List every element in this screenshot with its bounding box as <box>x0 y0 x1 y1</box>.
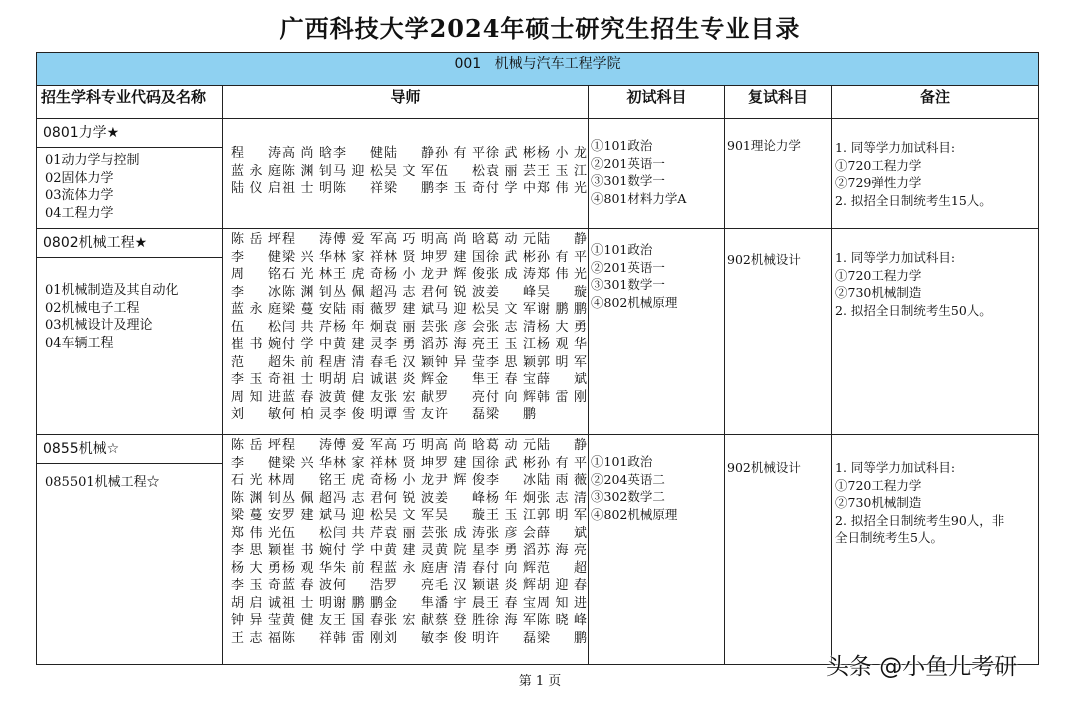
tutor-name: 何锐波 <box>435 284 485 300</box>
tutor-name: 刘敏 <box>231 407 281 422</box>
tutor-name: 马迎松 <box>333 163 383 179</box>
tutor-name: 杨年炯 <box>486 490 536 506</box>
tutor-name: 陈渊钊 <box>282 284 332 300</box>
tutor-name: 冯志君 <box>384 284 434 300</box>
tutor-name: 王国春 <box>333 613 383 628</box>
section-row-0855 <box>37 435 1039 665</box>
tutor-name: 杨观华 <box>282 560 332 576</box>
exam-item: ③301数学一 <box>591 277 665 292</box>
tutor-name: 罗建国 <box>435 455 485 471</box>
tutor-name: 付向辉 <box>486 389 536 405</box>
tutor-name: 郑伟光 <box>231 525 281 541</box>
tutor-name: 冯志君 <box>333 490 383 506</box>
tutor-name: 范超 <box>537 560 587 576</box>
tutor-name: 陆静 <box>537 438 587 453</box>
school-name: 机械与汽车工程学院 <box>494 56 621 72</box>
header-row <box>37 86 1039 119</box>
tutor-name: 李冰 <box>486 473 536 488</box>
direction-item: 01动力学与控制 <box>45 153 140 168</box>
major-title: 0801力学★ <box>37 119 222 148</box>
tutor-name: 朱前程 <box>333 560 383 576</box>
remark-item: 1. 同等学力加试科目: <box>835 460 956 475</box>
tutor-name: 伍松 <box>231 319 281 335</box>
tutor-name: 程涛 <box>282 438 332 453</box>
tutor-name: 闫共芹 <box>282 319 332 335</box>
exam-cell <box>589 229 725 435</box>
tutor-name: 王春宝 <box>486 372 536 387</box>
tutor-name: 梁鹏 <box>384 181 434 196</box>
exam-item: ①101政治 <box>591 454 653 469</box>
tutor-name: 杨小龙 <box>384 473 434 488</box>
tutor-name: 李健 <box>333 146 383 161</box>
tutor-name: 韩雷刚 <box>333 630 383 646</box>
tutor-name: 伍松 <box>435 163 485 179</box>
exam-item: ②204英语二 <box>591 471 665 487</box>
remark-cell <box>832 229 1039 435</box>
tutor-name: 李玉奇 <box>231 578 281 593</box>
direction-list <box>37 258 222 352</box>
tutor-name: 吴文军 <box>486 302 536 317</box>
tutor-name: 蔡登胜 <box>435 613 485 628</box>
tutor-name: 王虎奇 <box>333 473 383 488</box>
tutor-name: 马迎松 <box>333 508 383 523</box>
tutor-name: 唐清春 <box>435 560 485 576</box>
tutor-name: 蓝春波 <box>282 389 332 405</box>
major-title: 0855机械☆ <box>37 435 222 464</box>
tutor-name: 许磊 <box>435 407 485 422</box>
tutor-name: 黄院星 <box>435 543 485 558</box>
tutor-name: 罗亮 <box>435 389 485 405</box>
tutor-name: 杨小龙 <box>384 267 434 282</box>
tutor-name: 杨大勇 <box>537 319 587 335</box>
tutor-name: 陈岳坪 <box>231 438 281 453</box>
exam-item: ①101政治 <box>591 242 653 257</box>
tutor-name: 梁兴华 <box>282 249 332 265</box>
tutor-name: 许磊 <box>486 630 536 646</box>
tutor-name: 谭雪友 <box>384 407 434 422</box>
school-row <box>37 53 1039 86</box>
direction-item: 01机械制造及其自动化 <box>45 283 179 298</box>
tutor-name: 吴文军 <box>384 163 434 179</box>
direction-item: 04车辆工程 <box>45 335 114 351</box>
tutor-name: 李冰 <box>231 284 281 300</box>
tutor-name: 韩雷刚 <box>537 389 587 405</box>
tutor-name: 周知进 <box>537 595 587 611</box>
tutor-name: 张志清 <box>537 490 587 506</box>
tutor-name: 罗建斌 <box>384 302 434 317</box>
tutor-name: 朱前程 <box>282 354 332 370</box>
remark-list <box>832 229 1038 319</box>
tutor-name: 黄建灵 <box>333 337 383 352</box>
tutor-name: 周铭 <box>282 473 332 488</box>
retest-list <box>725 435 831 477</box>
remark-item: 2. 拟招全日制统考生15人。 <box>835 192 992 208</box>
tutor-name: 胡启诚 <box>231 595 281 611</box>
tutor-name: 高巧明 <box>384 438 434 453</box>
tutor-name: 李思颖 <box>231 543 281 558</box>
tutor-name: 孙有平 <box>537 249 587 265</box>
tutor-name: 李玉奇 <box>435 181 485 196</box>
tutor-name: 何浩 <box>333 578 383 593</box>
header-major: 招生学科专业代码及名称 <box>37 86 223 119</box>
tutor-name: 林家祥 <box>333 249 383 265</box>
tutor-name: 崔书婉 <box>231 337 281 352</box>
retest-cell <box>725 435 832 665</box>
tutor-name: 陈祥 <box>282 630 332 646</box>
tutor-name: 傅爱军 <box>333 232 383 247</box>
tutor-name: 陆雨薇 <box>333 302 383 317</box>
school-code: 001 <box>454 56 482 72</box>
tutor-name: 李玉奇 <box>231 372 281 387</box>
tutor-name: 姜峰 <box>486 284 536 300</box>
tutor-name: 蓝春波 <box>282 578 332 593</box>
exam-item: ④802机械原理 <box>591 294 678 310</box>
retest-item: 901理论力学 <box>727 138 801 153</box>
tutor-name: 胡启诚 <box>333 372 383 387</box>
tutor-name: 梁蔓安 <box>282 302 332 317</box>
tutor-name: 张宏献 <box>384 389 434 405</box>
retest-item: 902机械设计 <box>727 252 801 267</box>
tutor-name: 黄健友 <box>333 389 383 405</box>
tutor-name: 李俊明 <box>435 630 485 646</box>
exam-item: ②201英语一 <box>591 259 665 275</box>
tutor-name: 尹辉俊 <box>435 473 485 488</box>
tutor-name: 闫共芹 <box>333 525 383 541</box>
tutor-name: 陆静 <box>537 232 587 247</box>
retest-cell <box>725 229 832 435</box>
tutor-name: 林家祥 <box>333 455 383 471</box>
tutor-name: 伍松 <box>282 525 332 541</box>
tutor-name: 苏海亮 <box>537 543 587 558</box>
exam-item: ④802机械原理 <box>591 506 678 522</box>
tutor-name: 胡迎春 <box>537 578 587 593</box>
exam-item: ③302数学二 <box>591 489 665 504</box>
tutor-name: 薛斌 <box>537 372 587 387</box>
major-cell <box>37 435 223 665</box>
tutor-name: 石光林 <box>282 267 332 282</box>
tutor-name: 祖士明 <box>282 181 332 196</box>
remark-item: ①720工程力学 <box>835 267 922 283</box>
tutor-name: 潘宇晨 <box>435 595 485 611</box>
tutor-name: 薛斌 <box>537 525 587 541</box>
tutor-name: 葛动元 <box>486 232 536 247</box>
tutor-name: 葛动元 <box>486 438 536 453</box>
tutor-name: 李健 <box>231 249 281 265</box>
remark-item: ①720工程力学 <box>835 477 922 493</box>
direction-list <box>37 148 222 222</box>
tutor-name: 周铭 <box>231 267 281 282</box>
remark-item: ②730机械制造 <box>835 495 922 510</box>
retest-list <box>725 119 831 155</box>
exam-list <box>589 435 724 523</box>
tutor-name: 张彦会 <box>486 525 536 541</box>
tutor-name: 何锐波 <box>384 490 434 506</box>
remark-list <box>832 119 1038 209</box>
tutor-list <box>223 229 588 424</box>
section-row-0801 <box>37 119 1039 229</box>
tutor-name: 张成涛 <box>435 525 485 541</box>
tutor-name: 蓝永庭 <box>231 163 281 179</box>
tutor-name: 徐武彬 <box>486 146 536 161</box>
tutor-name: 马迎松 <box>435 302 485 317</box>
exam-cell <box>589 119 725 229</box>
tutor-name: 付学中 <box>486 181 536 196</box>
tutor-name: 谢鹏鹏 <box>537 302 587 317</box>
tutor-name: 钟异莹 <box>231 613 281 628</box>
tutor-name: 郭明军 <box>537 354 587 370</box>
tutor-name: 杨年炯 <box>333 319 383 335</box>
tutor-name: 程涛 <box>231 146 281 161</box>
remark-item: 2. 拟招全日制统考生90人，非 <box>835 512 1005 528</box>
tutor-name: 毛汉颖 <box>384 354 434 370</box>
tutor-name: 王虎奇 <box>333 267 383 282</box>
tutor-name: 高尚晗 <box>435 232 485 247</box>
tutor-name: 杨观华 <box>537 337 587 352</box>
direction-item: 02机械电子工程 <box>45 300 140 316</box>
major-title: 0802机械工程★ <box>37 229 222 258</box>
direction-item: 04工程力学 <box>45 205 114 221</box>
tutor-name: 徐武彬 <box>486 249 536 265</box>
tutor-name: 梁蔓安 <box>231 508 281 523</box>
remark-item: 2. 拟招全日制统考生50人。 <box>835 302 992 318</box>
tutor-name: 杨大勇 <box>231 560 281 576</box>
tutor-name: 金隼 <box>384 595 434 611</box>
tutor-name: 付学中 <box>333 543 383 558</box>
tutor-name: 吴文军 <box>384 508 434 523</box>
page-number: 第 1 页 <box>518 674 562 689</box>
tutor-name: 丛佩超 <box>333 284 383 300</box>
tutor-name: 罗建国 <box>435 249 485 265</box>
tutor-name: 陆雨薇 <box>537 473 587 488</box>
tutor-name: 王玉江 <box>486 337 536 352</box>
tutor-name: 陈渊钊 <box>282 163 332 179</box>
exam-item: ②201英语一 <box>591 155 665 171</box>
watermark: 头条 @小鱼儿考研 <box>826 654 1018 680</box>
exam-list <box>589 119 724 207</box>
tutors-cell <box>223 435 589 665</box>
tutor-name: 陆静 <box>384 146 434 161</box>
tutor-name: 李健 <box>231 455 281 471</box>
remark-list <box>832 435 1038 547</box>
tutor-name: 王春宝 <box>486 595 536 611</box>
major-cell <box>37 119 223 229</box>
tutor-name: 袁丽芸 <box>384 319 434 335</box>
tutor-name: 郑伟光 <box>537 267 587 282</box>
tutor-list <box>223 435 588 647</box>
tutors-cell <box>223 229 589 435</box>
tutor-name: 付向辉 <box>486 560 536 576</box>
remark-cell <box>832 435 1039 665</box>
header-exam: 初试科目 <box>589 86 725 119</box>
tutor-name: 祖士明 <box>282 595 332 611</box>
tutor-name: 梁鹏 <box>486 407 536 422</box>
tutor-list <box>223 119 588 198</box>
direction-item: 02固体力学 <box>45 170 114 186</box>
tutor-name: 李俊明 <box>333 407 383 422</box>
major-cell <box>37 229 223 435</box>
tutor-name: 王玉江 <box>537 163 587 179</box>
tutor-name: 孙有平 <box>537 455 587 471</box>
tutor-name: 谌炎辉 <box>384 372 434 387</box>
exam-list <box>589 229 724 311</box>
tutor-name: 高巧明 <box>384 232 434 247</box>
tutor-name: 付学中 <box>282 337 332 352</box>
tutor-name: 陈岳坪 <box>231 232 281 247</box>
tutor-name: 谌炎辉 <box>486 578 536 593</box>
tutor-name: 程涛 <box>282 232 332 247</box>
exam-cell <box>589 435 725 665</box>
tutor-name: 周知进 <box>231 389 281 405</box>
tutor-name: 陈祥 <box>333 181 383 196</box>
tutor-name: 林贤坤 <box>384 249 434 265</box>
remark-item: ①720工程力学 <box>835 157 922 173</box>
tutor-name: 袁丽芸 <box>384 525 434 541</box>
tutor-name: 唐清春 <box>333 354 383 370</box>
retest-cell <box>725 119 832 229</box>
remark-item: 全日制统考生5人。 <box>835 530 943 545</box>
exam-item: ④801材料力学A <box>591 190 687 206</box>
tutor-name: 陆仪启 <box>231 181 281 196</box>
tutor-name: 黄健友 <box>282 613 332 628</box>
tutor-name: 张宏献 <box>384 613 434 628</box>
tutor-name: 梁兴华 <box>282 455 332 471</box>
tutor-name: 石光林 <box>231 473 281 488</box>
school-cell <box>37 53 1039 86</box>
tutor-name: 高尚晗 <box>435 438 485 453</box>
tutor-name: 李勇滔 <box>486 543 536 558</box>
section-row-0802 <box>37 229 1039 435</box>
tutor-name: 张彦会 <box>435 319 485 335</box>
tutor-name: 罗建斌 <box>282 508 332 523</box>
tutor-name: 梁鹏 <box>537 630 587 646</box>
direction-item: 03流体力学 <box>45 188 114 203</box>
tutor-name: 罗亮 <box>384 578 434 593</box>
tutor-name: 张成涛 <box>486 267 536 282</box>
tutor-name: 姜峰 <box>435 490 485 506</box>
tutor-name: 蓝永庭 <box>231 302 281 317</box>
tutor-name: 何柏灵 <box>282 407 332 422</box>
catalog-table <box>36 52 1039 665</box>
exam-item: ①101政治 <box>591 138 653 153</box>
header-tutors: 导师 <box>223 86 589 119</box>
remark-item: ②729弹性力学 <box>835 175 922 190</box>
tutor-name: 刘敏 <box>384 630 434 646</box>
tutor-name: 陈晓峰 <box>537 613 587 628</box>
tutor-name: 崔书婉 <box>282 543 332 558</box>
tutor-name: 尹辉俊 <box>435 267 485 282</box>
tutor-name: 黄建灵 <box>384 543 434 558</box>
tutor-name: 吴璇 <box>537 284 587 300</box>
tutor-name: 丛佩超 <box>282 490 332 506</box>
tutor-name: 高尚晗 <box>282 146 332 161</box>
tutor-name: 蓝永庭 <box>384 560 434 576</box>
tutor-name: 袁丽芸 <box>486 163 536 179</box>
tutor-name: 王志福 <box>231 630 281 646</box>
tutor-name: 孙有平 <box>435 146 485 161</box>
tutor-name: 杨小龙 <box>537 146 587 161</box>
tutor-name: 毛汉颖 <box>435 578 485 593</box>
tutor-name: 苏海亮 <box>435 337 485 352</box>
direction-item: 085501机械工程☆ <box>45 475 160 490</box>
tutor-name: 林贤坤 <box>384 455 434 471</box>
tutor-name: 陈渊钊 <box>231 490 281 506</box>
tutors-cell <box>223 119 589 229</box>
retest-item: 902机械设计 <box>727 460 801 475</box>
tutor-name: 徐海军 <box>486 613 536 628</box>
tutor-name: 郭明军 <box>537 508 587 523</box>
tutor-name: 徐武彬 <box>486 455 536 471</box>
header-remark: 备注 <box>832 86 1039 119</box>
page-title: 广西科技大学2024年硕士研究生招生专业目录 <box>279 14 801 43</box>
tutor-name: 钟异莹 <box>435 354 485 370</box>
tutor-name: 王玉江 <box>486 508 536 523</box>
direction-list <box>37 464 222 492</box>
tutor-name: 郑伟光 <box>537 181 587 196</box>
tutor-name: 金隼 <box>435 372 485 387</box>
tutor-name: 谢鹏鹏 <box>333 595 383 611</box>
tutor-name: 吴璇 <box>435 508 485 523</box>
remark-item: 1. 同等学力加试科目: <box>835 140 956 155</box>
header-retest: 复试科目 <box>725 86 832 119</box>
direction-item: 03机械设计及理论 <box>45 318 153 333</box>
retest-list <box>725 229 831 269</box>
tutor-name: 李思颖 <box>486 354 536 370</box>
exam-item: ③301数学一 <box>591 173 665 188</box>
remark-item: ②730机械制造 <box>835 285 922 300</box>
tutor-name: 傅爱军 <box>333 438 383 453</box>
tutor-name: 祖士明 <box>282 372 332 387</box>
remark-item: 1. 同等学力加试科目: <box>835 250 956 265</box>
tutor-name: 李勇滔 <box>384 337 434 352</box>
remark-cell <box>832 119 1039 229</box>
tutor-name: 范超 <box>231 354 281 370</box>
tutor-name: 张志清 <box>486 319 536 335</box>
